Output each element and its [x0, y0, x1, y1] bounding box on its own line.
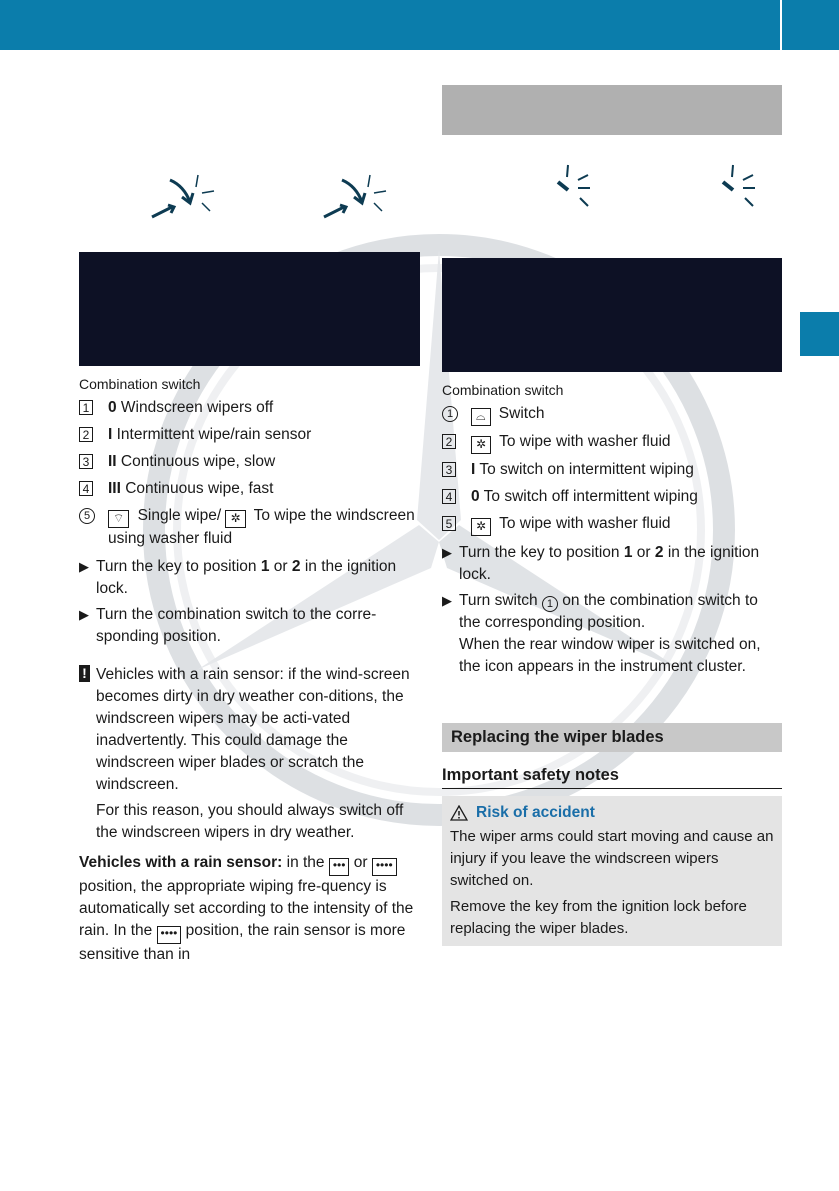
rain-sensor-paragraph: Vehicles with a rain sensor: in the ••• or •••• position, the appropriate wiping fre-quency is automatically set according to the intensity of the rain. In the •••• position, the rain sensor is more sensitive than in: [79, 854, 414, 963]
legend-item-3: 3 I To switch on intermittent wiping: [442, 459, 782, 481]
marker: 2: [79, 427, 93, 442]
marker: 1: [79, 400, 93, 415]
instruction-turn-switch: ▶ Turn the combination switch to the corre-sponding position.: [79, 606, 377, 645]
exclamation-icon: !: [79, 665, 90, 682]
rain-sensor-note: ! Vehicles with a rain sensor: if the wind-screen becomes dirty in dry weather con-ditions, the windscreen wipers may be acti-vated inadvertently. This could damage the windscreen wiper blades or scratch the windscreen.: [79, 664, 420, 796]
marker: 1: [442, 406, 458, 422]
chapter-side-tab: [800, 312, 839, 356]
legend-item-5: 5 ⌔ Single wipe/ ✲ To wipe the windscreen using washer fluid: [79, 505, 420, 550]
subheading-important-safety-notes: Important safety notes: [442, 764, 782, 789]
combination-switch-photo-left: [79, 252, 420, 366]
marker: 1: [542, 596, 558, 612]
arrow-icon: ▶: [79, 559, 89, 574]
warning-text-1: The wiper arms could start moving and cause an injury if you leave the windscreen wipers switched on.: [450, 828, 774, 889]
figure-caption-left: Combination switch: [79, 376, 201, 392]
legend-item-2: 2 ✲ To wipe with washer fluid: [442, 431, 782, 454]
marker: 5: [442, 516, 456, 531]
lever-rotate-icon: [152, 175, 214, 217]
rain-sensor-note-advice: For this reason, you should always switch off the windscreen wipers in dry weather.: [96, 802, 404, 841]
marker: 2: [442, 434, 456, 449]
legend-item-2: 2 I Intermittent wipe/rain sensor: [79, 424, 420, 446]
warning-heading: [450, 802, 774, 824]
rear-washer-symbol-icon: ✲: [471, 518, 491, 536]
section-header-bar: [442, 85, 782, 135]
arrow-icon: ▶: [442, 593, 452, 608]
legend-item-4: 4 III Continuous wipe, fast: [79, 478, 420, 500]
legend-item-4: 4 0 To switch off intermittent wiping: [442, 486, 782, 508]
figure-caption-right: Combination switch: [442, 382, 564, 398]
marker: 3: [79, 454, 93, 469]
wiper-symbol-icon: ⌔: [108, 510, 129, 528]
warning-box: [442, 796, 782, 946]
rear-wiper-symbol-icon: ⌓: [471, 408, 491, 426]
marker: 5: [79, 508, 95, 524]
instruction-turn-key: ▶ Turn the key to position 1 or 2 in the ignition lock.: [79, 558, 397, 597]
washer-symbol-icon: ✲: [225, 510, 245, 528]
instruction-turn-switch: ▶ Turn switch 1 on the combination switch to the corresponding position. When the rear window wiper is switched on, the icon appears in the instrument cluster.: [442, 592, 761, 675]
rear-washer-symbol-icon: ✲: [471, 436, 491, 454]
left-lever-icons: [140, 165, 400, 225]
left-column: [79, 397, 420, 966]
marker: 4: [79, 481, 93, 496]
combination-switch-photo-right: [442, 258, 782, 372]
instruction-turn-key: ▶ Turn the key to position 1 or 2 in the ignition lock.: [442, 544, 760, 583]
warning-triangle-icon: [450, 805, 468, 821]
section-title-replacing-wiper-blades: Replacing the wiper blades: [442, 723, 782, 752]
header-divider: [780, 0, 782, 50]
right-lever-icons: [540, 160, 780, 210]
legend-item-1: 1 ⌓ Switch: [442, 403, 782, 426]
marker: 3: [442, 462, 456, 477]
legend-item-1: 1 0 Windscreen wipers off: [79, 397, 420, 419]
warning-title: Risk of accident: [476, 804, 595, 821]
arrow-icon: ▶: [79, 607, 89, 622]
arrow-icon: ▶: [442, 545, 452, 560]
page-header-bar: [0, 0, 839, 50]
right-column: [442, 403, 782, 678]
marker: 4: [442, 489, 456, 504]
warning-text-2: Remove the key from the ignition lock before replacing the wiper blades.: [450, 898, 747, 937]
legend-item-5: 5 ✲ To wipe with washer fluid: [442, 513, 782, 536]
legend-item-3: 3 II Continuous wipe, slow: [79, 451, 420, 473]
